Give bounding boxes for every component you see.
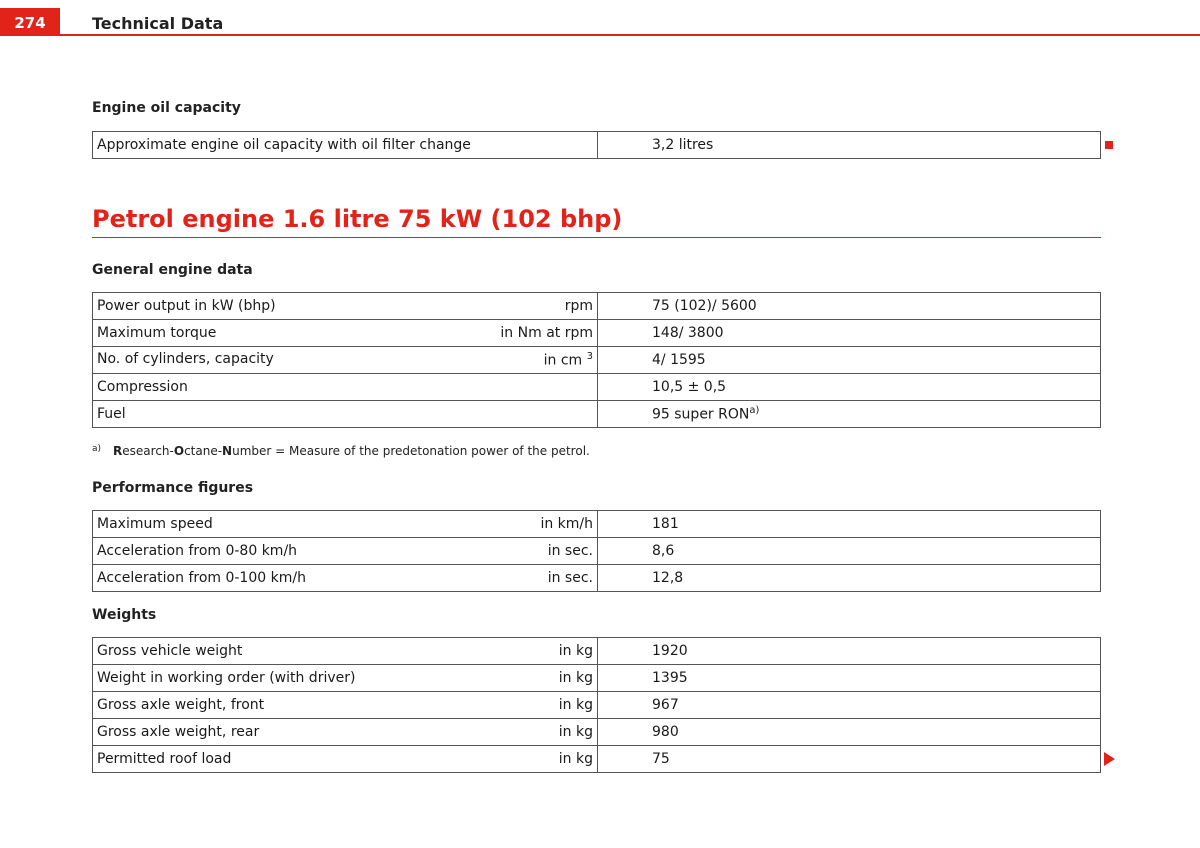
footnote: $^{a)}$ Research-Octane-Number = Measure of the predetonation power of the petrol. <box>92 444 590 458</box>
header-title: Technical Data <box>92 14 224 33</box>
table-row <box>93 132 1101 159</box>
row-unit: rpm <box>564 298 593 314</box>
row-label: Gross axle weight, front <box>97 697 265 713</box>
table-row <box>93 719 1101 746</box>
table-row <box>93 638 1101 665</box>
table-row <box>93 746 1101 773</box>
general-heading: General engine data <box>92 262 253 278</box>
row-label: Fuel <box>97 406 126 422</box>
oil-heading: Engine oil capacity <box>92 100 241 116</box>
section-title: Petrol engine 1.6 litre 75 kW (102 bhp) <box>92 205 623 233</box>
row-value: 4/ 1595 <box>598 347 1101 374</box>
row-label: Power output in kW (bhp) <box>97 298 276 314</box>
row-unit: in km/h <box>540 516 593 532</box>
row-unit: in sec. <box>547 570 593 586</box>
row-value: 8,6 <box>598 538 1101 565</box>
table-row <box>93 293 1101 320</box>
continue-arrow-icon <box>1104 752 1115 766</box>
row-unit: in sec. <box>547 543 593 559</box>
table-row <box>93 347 1101 374</box>
row-unit: in kg <box>558 697 593 713</box>
row-label: Weight in working order (with driver) <box>97 670 356 686</box>
row-label: Maximum speed <box>97 516 213 532</box>
section-rule <box>92 237 1101 238</box>
row-value: 967 <box>598 692 1101 719</box>
row-unit: in kg <box>558 751 593 767</box>
row-label: Permitted roof load <box>97 751 232 767</box>
table-row <box>93 374 1101 401</box>
performance-table <box>92 510 1101 592</box>
row-unit: in cm $^3$ <box>543 351 593 369</box>
row-value: 75 (102)/ 5600 <box>598 293 1101 320</box>
row-value: 95 super RON$^{a)}$ <box>598 401 1101 428</box>
table-row <box>93 565 1101 592</box>
page-header <box>0 0 1200 36</box>
footnote-ref: a) <box>749 405 760 417</box>
table-row <box>93 692 1101 719</box>
row-value: 1920 <box>598 638 1101 665</box>
end-of-section-square-icon <box>1105 141 1113 149</box>
row-label: Gross vehicle weight <box>97 643 243 659</box>
row-unit: in kg <box>558 724 593 740</box>
row-label: Compression <box>97 379 188 395</box>
header-rule <box>0 34 1200 36</box>
row-value: 75 <box>598 746 1101 773</box>
row-label: Acceleration from 0-100 km/h <box>97 570 306 586</box>
table-row <box>93 401 1101 428</box>
row-unit: in Nm at rpm <box>500 325 593 341</box>
row-value: 181 <box>598 511 1101 538</box>
oil-table <box>92 131 1101 159</box>
row-label: Maximum torque <box>97 325 217 341</box>
weights-table <box>92 637 1101 773</box>
performance-heading: Performance figures <box>92 480 254 496</box>
table-row <box>93 511 1101 538</box>
page-number: 274 <box>0 8 60 36</box>
row-value: 10,5 ± 0,5 <box>598 374 1101 401</box>
row-unit: in kg <box>558 643 593 659</box>
row-value: 980 <box>598 719 1101 746</box>
table-row <box>93 665 1101 692</box>
row-value: 148/ 3800 <box>598 320 1101 347</box>
row-value: 1395 <box>598 665 1101 692</box>
weights-heading: Weights <box>92 607 157 623</box>
row-value: 12,8 <box>598 565 1101 592</box>
row-label: No. of cylinders, capacity <box>97 351 274 368</box>
table-row <box>93 320 1101 347</box>
unit-superscript: 3 <box>586 351 593 363</box>
general-table <box>92 292 1101 428</box>
row-label: Approximate engine oil capacity with oil filter change <box>93 132 598 159</box>
footnote-mark: a) <box>92 444 102 454</box>
row-value: 3,2 litres <box>598 132 1101 159</box>
row-unit: in kg <box>558 670 593 686</box>
table-row <box>93 538 1101 565</box>
row-label: Acceleration from 0-80 km/h <box>97 543 298 559</box>
row-label: Gross axle weight, rear <box>97 724 260 740</box>
